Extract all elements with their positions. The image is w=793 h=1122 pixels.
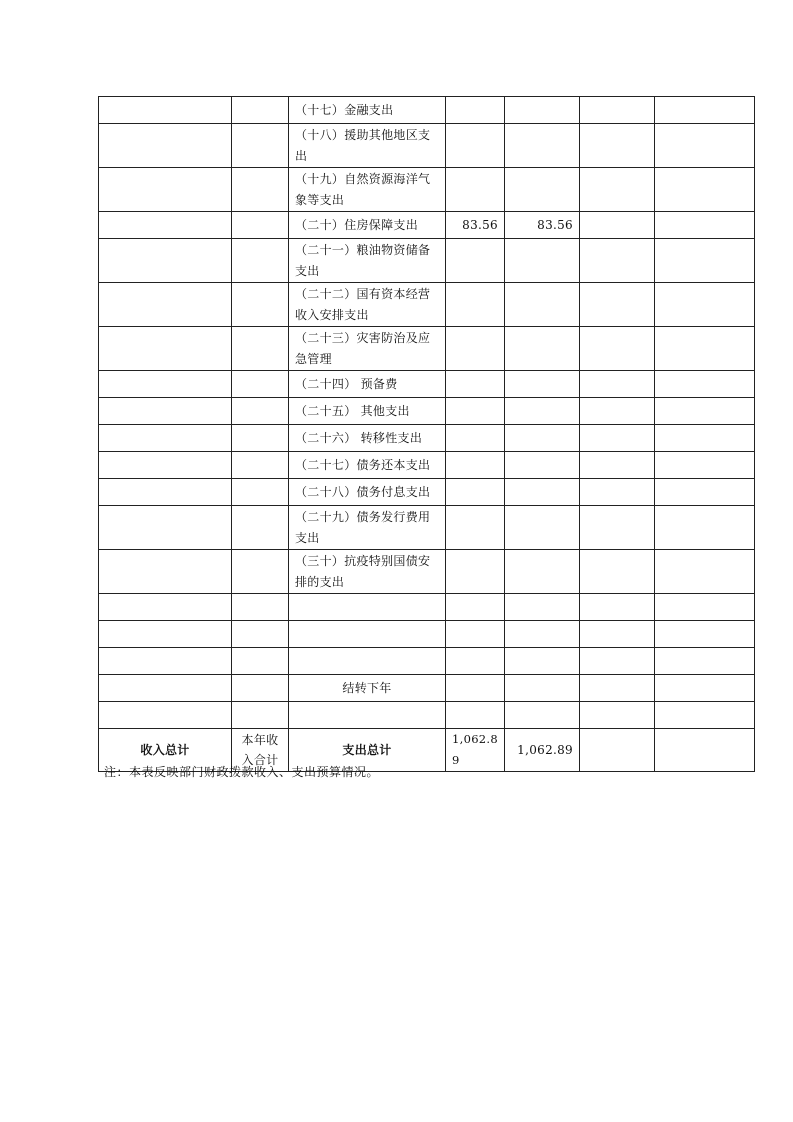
- table-row: [99, 239, 755, 283]
- expense-item: （三十）抗疫特别国债安排的支出: [289, 550, 446, 594]
- general-budget-cell: [505, 452, 580, 479]
- table-row: [99, 371, 755, 398]
- table-row-empty: [99, 648, 755, 675]
- amount-cell: [446, 239, 505, 283]
- expense-item: （二十八）债务付息支出: [289, 479, 446, 506]
- general-budget-cell: [505, 283, 580, 327]
- table-row: [99, 425, 755, 452]
- expense-item: （十八）援助其他地区支出: [289, 124, 446, 168]
- expense-item: （二十二）国有资本经营收入安排支出: [289, 283, 446, 327]
- table-row: [99, 479, 755, 506]
- general-budget-cell: [505, 168, 580, 212]
- expense-item: （二十六） 转移性支出: [289, 425, 446, 452]
- general-budget-cell: [505, 506, 580, 550]
- expense-item: （二十四） 预备费: [289, 371, 446, 398]
- amount-cell: [446, 452, 505, 479]
- table-row: [99, 124, 755, 168]
- expense-item: （二十五） 其他支出: [289, 398, 446, 425]
- table-row: [99, 506, 755, 550]
- expense-item: （二十一）粮油物资储备支出: [289, 239, 446, 283]
- expense-item: （十九）自然资源海洋气象等支出: [289, 168, 446, 212]
- amount-cell: [446, 425, 505, 452]
- amount-cell: 83.56: [446, 212, 505, 239]
- expense-item: （十七）金融支出: [289, 97, 446, 124]
- table-footnote: 注：本表反映部门财政拨款收入、支出预算情况。: [104, 765, 380, 779]
- total-general-budget-cell: 1,062.89: [505, 729, 580, 772]
- amount-cell: [446, 168, 505, 212]
- expense-total-label: 支出总计: [289, 729, 446, 772]
- general-budget-cell: [505, 398, 580, 425]
- general-budget-cell: [505, 550, 580, 594]
- amount-cell: [446, 124, 505, 168]
- expense-item: （二十七）债务还本支出: [289, 452, 446, 479]
- amount-cell: [446, 479, 505, 506]
- income-year-total-label: 本年收入合计: [232, 729, 289, 772]
- amount-cell: [446, 398, 505, 425]
- expense-item: （二十）住房保障支出: [289, 212, 446, 239]
- income-total-label: 收入总计: [99, 729, 232, 772]
- general-budget-cell: [505, 425, 580, 452]
- table-row: [99, 283, 755, 327]
- general-budget-cell: [505, 124, 580, 168]
- general-budget-cell: [505, 371, 580, 398]
- table-row-empty: [99, 621, 755, 648]
- amount-cell: [446, 327, 505, 371]
- general-budget-cell: [505, 327, 580, 371]
- table-row: [99, 550, 755, 594]
- table-row-empty: [99, 594, 755, 621]
- expense-item: （二十三）灾害防治及应急管理: [289, 327, 446, 371]
- general-budget-cell: [505, 239, 580, 283]
- amount-cell: [446, 371, 505, 398]
- table-row: [99, 168, 755, 212]
- table-row: [99, 452, 755, 479]
- table-row-empty: [99, 702, 755, 729]
- amount-cell: [446, 97, 505, 124]
- table-row: [99, 398, 755, 425]
- general-budget-cell: [505, 97, 580, 124]
- amount-cell: [446, 283, 505, 327]
- amount-cell: [446, 550, 505, 594]
- general-budget-cell: 83.56: [505, 212, 580, 239]
- table-row: [99, 675, 755, 702]
- total-amount-cell: 1,062.89: [446, 729, 505, 772]
- table-row: [99, 327, 755, 371]
- amount-cell: [446, 506, 505, 550]
- table-row: [99, 212, 755, 239]
- table-row: [99, 97, 755, 124]
- carry-forward-label: 结转下年: [289, 675, 446, 702]
- general-budget-cell: [505, 479, 580, 506]
- budget-table: [98, 96, 755, 772]
- expense-item: （二十九）债务发行费用支出: [289, 506, 446, 550]
